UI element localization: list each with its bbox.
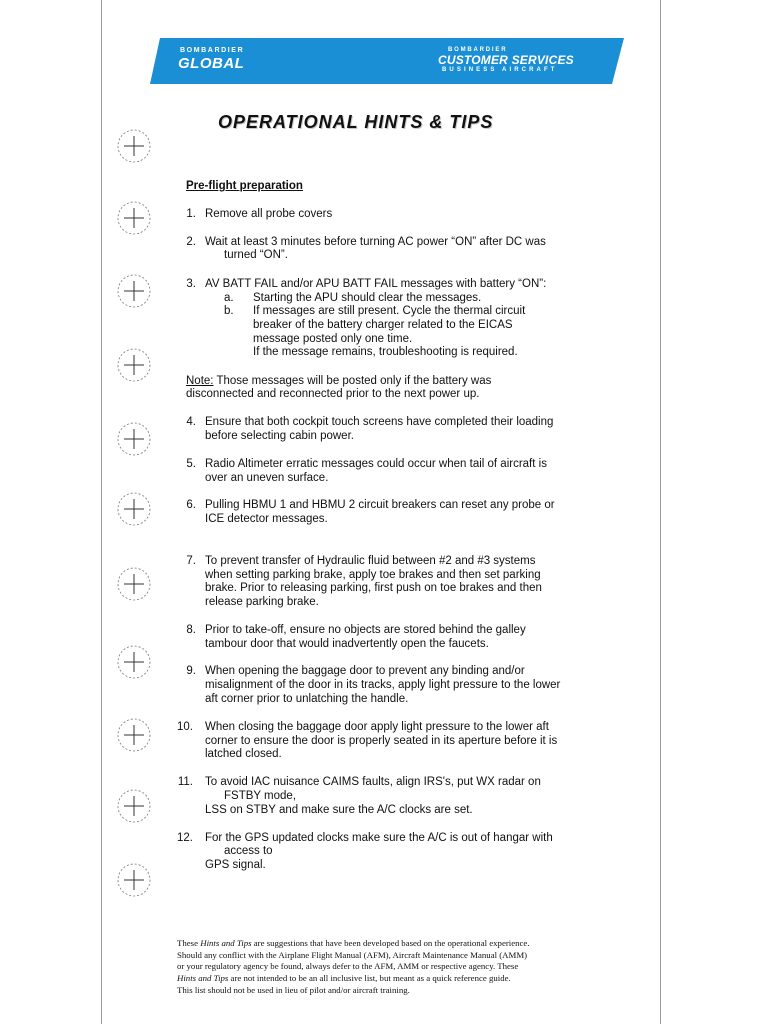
footer-emphasis: Hints and Tips	[177, 973, 229, 984]
item-number: 1.	[186, 208, 196, 220]
note-label: Note:	[186, 375, 214, 387]
item-text: AV BATT FAIL and/or APU BATT FAIL messages with battery “ON”:	[205, 278, 547, 290]
item-text: Radio Altimeter erratic messages could occur when tail of aircraft is	[205, 458, 547, 470]
note	[186, 375, 491, 389]
item-number: 9.	[186, 665, 196, 677]
item-text: FSTBY mode,	[224, 790, 297, 802]
footer-text: are not intended to be an all inclusive list, but meant as a quick reference guide.	[228, 973, 511, 984]
page-title: OPERATIONAL HINTS & TIPS	[218, 112, 494, 132]
banner-left-product: GLOBAL	[178, 55, 245, 72]
item-number: 3.	[186, 278, 196, 290]
item-text: over an uneven surface.	[205, 472, 329, 484]
item-number: 7.	[186, 555, 196, 567]
item-text: To prevent transfer of Hydraulic fluid between #2 and #3 systems	[205, 555, 536, 567]
item-text: corner to ensure the door is properly seated in its aperture before it is	[205, 735, 558, 747]
item-text: GPS signal.	[205, 859, 266, 871]
item-text: before selecting cabin power.	[205, 430, 354, 442]
item-text: misalignment of the door in its tracks, apply light pressure to the lower	[205, 679, 561, 691]
item-text: For the GPS updated clocks make sure the A/C is out of hangar with	[205, 832, 553, 844]
item-text: access to	[224, 845, 273, 857]
footer-line	[177, 973, 597, 985]
footer-text: These	[177, 938, 201, 948]
item-text: Wait at least 3 minutes before turning AC power “ON” after DC was	[205, 236, 546, 248]
item-number: 4.	[186, 416, 196, 428]
footer-text: are suggestions that have been developed based on the operational experience.	[251, 938, 530, 948]
banner-left-brand: BOMBARDIER	[180, 47, 245, 54]
item-text: latched closed.	[205, 748, 282, 760]
item-text: Prior to take-off, ensure no objects are stored behind the galley	[205, 624, 526, 636]
item-text: aft corner prior to unlatching the handle.	[205, 693, 409, 705]
item-text: When closing the baggage door apply light pressure to the lower aft	[205, 721, 549, 733]
item-text: tambour door that would inadvertently open the faucets.	[205, 638, 489, 650]
note-text: Those messages will be posted only if the battery was	[213, 375, 492, 387]
item-number: 6.	[186, 499, 196, 511]
item-text: release parking brake.	[205, 596, 319, 608]
sub-item-letter: a.	[224, 292, 234, 304]
item-text: brake. Prior to releasing parking, first push on toe brakes and then	[205, 582, 542, 594]
footer-line: or your regulatory agency be found, always defer to the AFM, AMM or respective agency. These	[177, 961, 519, 972]
item-text: turned “ON”.	[224, 249, 288, 261]
sub-item-text: If messages are still present. Cycle the thermal circuit	[253, 305, 526, 317]
item-number: 8.	[186, 624, 196, 636]
banner-right-brand: BOMBARDIER	[448, 47, 508, 53]
footer-line: This list should not be used in lieu of pilot and/or aircraft training.	[177, 984, 410, 995]
footer-line	[177, 938, 597, 950]
item-number: 5.	[186, 458, 196, 470]
item-text: Pulling HBMU 1 and HBMU 2 circuit breakers can reset any probe or	[205, 499, 555, 511]
footer-emphasis: Hints and Tips	[200, 938, 252, 948]
section-heading: Pre-flight preparation	[186, 180, 303, 192]
banner-right-sub: BUSINESS AIRCRAFT	[442, 67, 558, 73]
item-text: Remove all probe covers	[205, 208, 333, 220]
sub-item-text: message posted only one time.	[253, 333, 413, 345]
banner-right-service: CUSTOMER SERVICES	[438, 53, 574, 67]
item-text: LSS on STBY and make sure the A/C clocks are set.	[205, 804, 473, 816]
sub-item-text: If the message remains, troubleshooting is required.	[253, 346, 518, 358]
note-text: disconnected and reconnected prior to the next power up.	[186, 388, 480, 400]
disclaimer-footer	[177, 938, 597, 997]
sub-item-text: breaker of the battery charger related to the EICAS	[253, 319, 513, 331]
footer-line: Should any conflict with the Airplane Flight Manual (AFM), Aircraft Maintenance Manual (AMM)	[177, 949, 528, 960]
item-number: 12.	[177, 832, 193, 844]
item-text: ICE detector messages.	[205, 513, 328, 525]
item-number: 2.	[186, 236, 196, 248]
sub-item-letter: b.	[224, 305, 234, 317]
item-text: To avoid IAC nuisance CAIMS faults, align IRS's, put WX radar on	[205, 776, 541, 788]
item-text: When opening the baggage door to prevent any binding and/or	[205, 665, 525, 677]
sub-item-text: Starting the APU should clear the messages.	[253, 292, 482, 304]
item-text: Ensure that both cockpit touch screens have completed their loading	[205, 416, 554, 428]
item-number: 10.	[177, 721, 193, 733]
item-text: when setting parking brake, apply toe brakes and then set parking	[205, 569, 541, 581]
item-number: 11.	[177, 776, 193, 788]
